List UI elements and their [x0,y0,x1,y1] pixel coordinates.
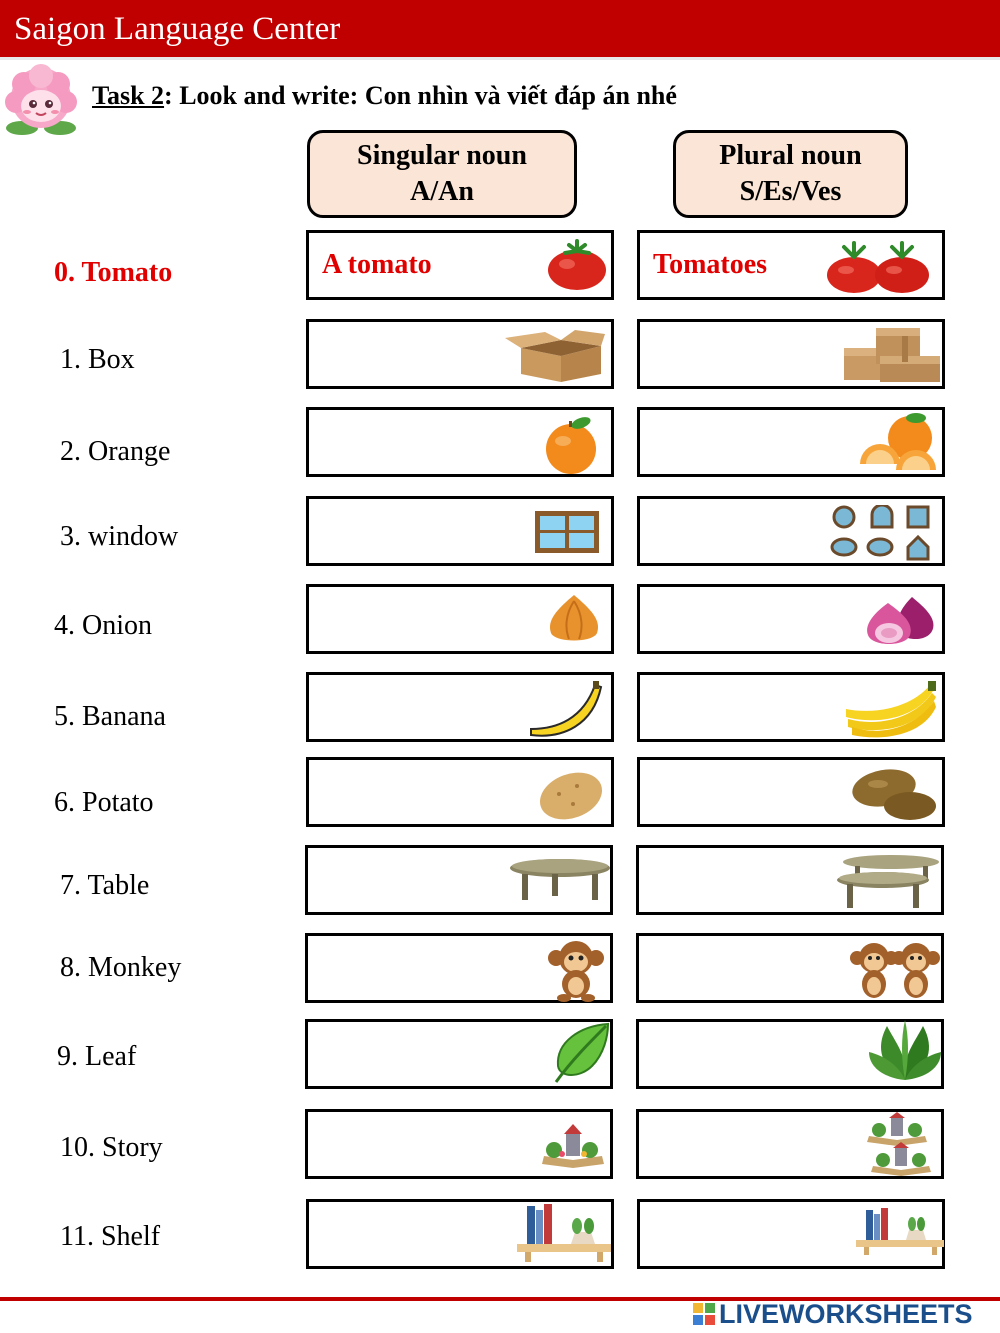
potato-icon [535,766,607,822]
shelf-icon [515,1202,613,1266]
monkeys-icon [849,938,941,1002]
row-label: 2. Orange [60,436,171,467]
row-label: 8. Monkey [60,952,182,983]
bananas-icon [842,679,938,739]
flower-mascot-icon [2,62,80,140]
plural-answer-box[interactable] [636,1109,944,1179]
singular-answer-box[interactable] [306,757,614,827]
singular-answer-box[interactable] [305,1109,613,1179]
leaves-icon [865,1018,945,1086]
plural-answer-box[interactable] [637,1199,945,1269]
tomatoes-icon [824,239,932,295]
row-label: 1. Box [60,344,135,375]
liveworksheets-logo-icon [693,1303,715,1325]
singular-header-line2: A/An [410,176,474,207]
storybooks-icon [861,1112,941,1178]
plural-answer-box[interactable] [637,496,945,566]
plural-answer-box[interactable] [637,407,945,477]
row-label: 11. Shelf [60,1221,161,1252]
plural-answer-box[interactable] [636,933,944,1003]
singular-answer-text: A tomato [322,249,432,280]
plural-answer-text: Tomatoes [653,249,768,280]
windows-icon [828,505,934,561]
row-label: 4. Onion [54,610,152,641]
row-label: 6. Potato [54,787,154,818]
singular-answer-box[interactable] [305,1019,613,1089]
singular-header-line1: Singular noun [357,140,527,171]
task-instruction [92,81,677,111]
plural-answer-box[interactable] [637,757,945,827]
window-icon [533,509,601,555]
singular-answer-box[interactable] [306,407,614,477]
singular-answer-box[interactable] [306,672,614,742]
orange-icon [535,413,607,475]
boxes-icon [840,326,944,384]
task-text: : Look and write: Con nhìn và viết đáp án nhé [164,81,677,110]
plural-answer-box[interactable] [636,1019,944,1089]
singular-answer-box[interactable] [306,319,614,389]
banana-icon [527,679,605,739]
row-label: 9. Leaf [57,1041,137,1072]
row-label: 10. Story [60,1132,163,1163]
brand-text: LIVEWORKSHEETS [719,1298,973,1329]
oranges-icon [856,412,944,474]
plural-answer-box[interactable] [637,672,945,742]
plural-header-line1: Plural noun [719,140,862,171]
task-label: Task 2 [92,81,165,110]
plural-answer-box[interactable] [636,845,944,915]
tomato-icon [545,237,609,293]
plural-answer-box[interactable] [637,230,945,300]
monkey-icon [546,938,606,1002]
liveworksheets-brand[interactable] [693,1296,993,1332]
row-label: 5. Banana [54,701,166,732]
table-icon [508,856,612,904]
row-label: 7. Table [60,870,150,901]
plural-column-header [673,130,908,218]
plural-answer-box[interactable] [637,584,945,654]
tables-icon [835,854,941,912]
plural-answer-box[interactable] [637,319,945,389]
box-icon [501,326,607,384]
shelves-icon [854,1206,946,1266]
leaf-icon [550,1022,612,1086]
singular-answer-box[interactable] [306,496,614,566]
header-bar [0,0,1000,57]
header-title: Saigon Language Center [14,11,341,47]
singular-answer-box[interactable] [305,845,613,915]
singular-answer-box[interactable] [305,933,613,1003]
potatoes-icon [848,764,940,824]
singular-column-header [307,130,577,218]
storybook-icon [538,1120,608,1170]
singular-answer-box[interactable] [306,584,614,654]
singular-answer-box[interactable] [306,230,614,300]
onion-icon [543,593,605,645]
singular-answer-box[interactable] [306,1199,614,1269]
header-divider [0,57,1000,60]
row-label: 3. window [60,521,179,552]
row-label: 0. Tomato [54,257,173,288]
plural-header-line2: S/Es/Ves [739,176,842,207]
onions-icon [862,595,938,649]
